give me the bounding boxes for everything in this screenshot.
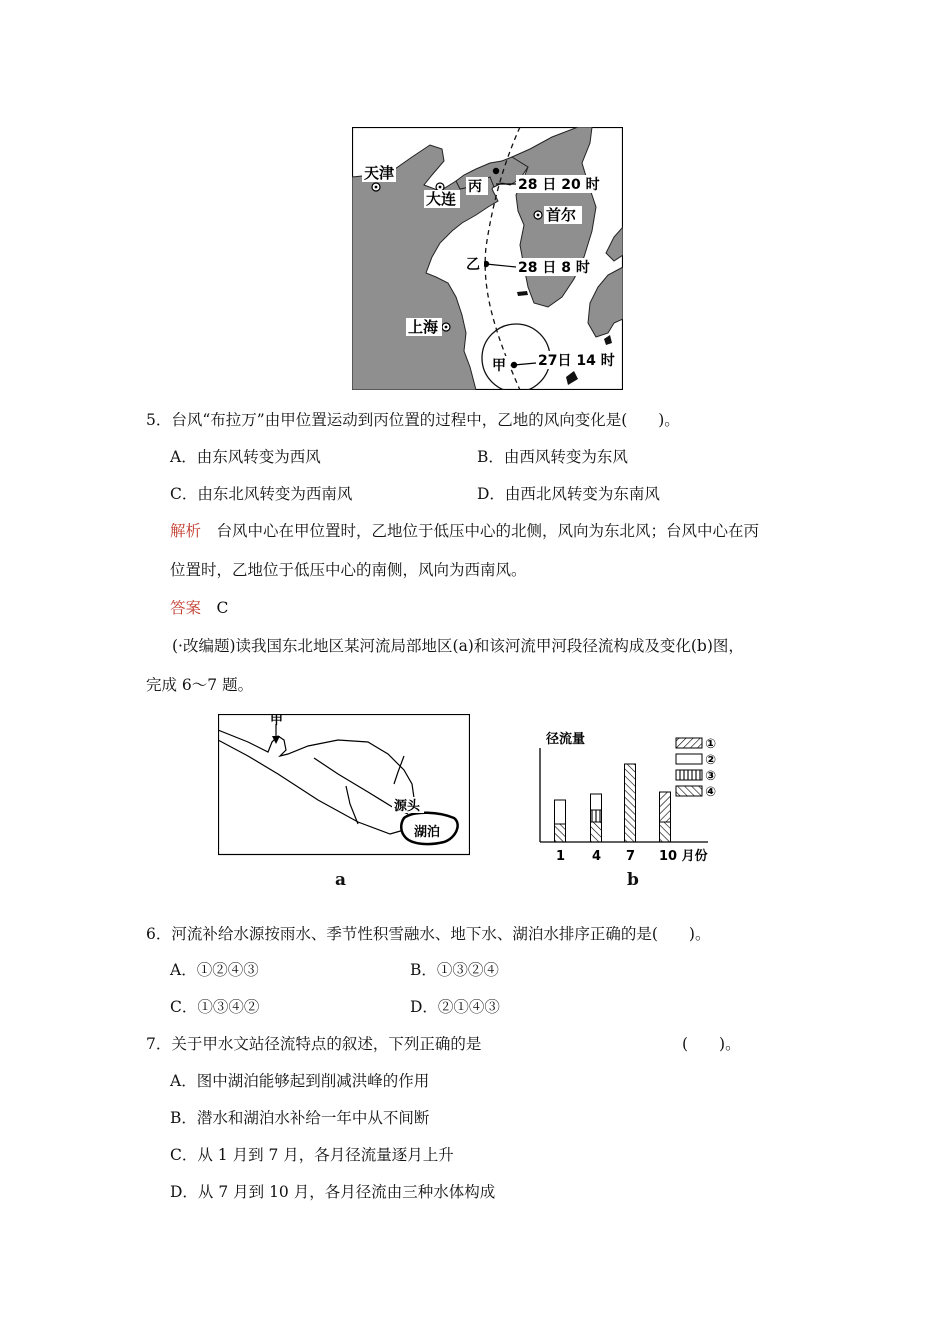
q6-stem: 6．河流补给水源按雨水、季节性积雪融水、地下水、湖泊水排序正确的是( )。	[146, 925, 711, 943]
bar-segment	[660, 792, 671, 822]
x-tick-label: 1	[556, 849, 566, 864]
intro-line2: 完成 6～7 题。	[146, 676, 254, 694]
q6-option-b[interactable]: B．①③②④	[410, 961, 499, 979]
legend-label: ④	[705, 785, 717, 800]
q7-paren: ( )。	[682, 1035, 741, 1053]
legend-label: ③	[705, 769, 717, 784]
q5-option-a[interactable]: A．由东风转变为西风	[170, 448, 321, 466]
bar-segment	[625, 764, 636, 842]
q5-answer	[170, 598, 228, 618]
legend-swatch	[676, 770, 702, 780]
bar-segment	[555, 800, 566, 824]
bar-segment	[555, 824, 566, 842]
yi-label: 乙	[466, 257, 480, 273]
shanghai-label: 上海	[408, 318, 439, 336]
runoff-chart-b	[530, 724, 720, 874]
q7-option-a[interactable]: A．图中湖泊能够起到削减洪峰的作用	[170, 1072, 430, 1090]
bar-segment	[660, 822, 671, 842]
fig-a-jia-label: 甲	[270, 714, 284, 728]
bar-segment	[591, 810, 602, 822]
q6-option-d[interactable]: D．②①④③	[410, 998, 500, 1016]
y-axis-label: 径流量	[546, 732, 586, 747]
x-tick-label: 7	[626, 849, 636, 864]
x-tick-label: 10 月份	[659, 849, 708, 864]
bar-segment	[591, 794, 602, 810]
q6-option-c[interactable]: C．①③④②	[170, 998, 260, 1016]
bing-label: 丙	[468, 179, 482, 195]
typhoon-track-map	[352, 127, 623, 390]
time-jia-label: 27日 14 时	[538, 353, 615, 369]
fig-a-caption: a	[335, 870, 347, 890]
q7-option-d[interactable]: D．从 7 月到 10 月，各月径流由三种水体构成	[170, 1183, 496, 1201]
dalian-label: 大连	[426, 190, 457, 208]
q5-option-c[interactable]: C．由东北风转变为西南风	[170, 485, 353, 503]
river-map-a	[218, 714, 470, 869]
q7-stem: 7．关于甲水文站径流特点的叙述，下列正确的是	[146, 1035, 482, 1053]
analysis-label: 解析	[170, 522, 202, 540]
q5-stem: 5．台风“布拉万”由甲位置运动到丙位置的过程中，乙地的风向变化是( )。	[146, 411, 680, 429]
tianjin-label: 天津	[364, 164, 395, 182]
q6-option-a[interactable]: A．①②④③	[170, 961, 259, 979]
legend-label: ②	[705, 753, 717, 768]
q5-analysis-line2: 位置时，乙地位于低压中心的南侧，风向为西南风。	[170, 561, 527, 579]
bar-segment	[591, 822, 602, 842]
q5-option-d[interactable]: D．由西北风转变为东南风	[477, 485, 660, 503]
legend-swatch	[676, 738, 702, 748]
analysis-text-1: 台风中心在甲位置时，乙地位于低压中心的北侧，风向为东北风；台风中心在丙	[201, 522, 760, 540]
answer-label: 答案	[170, 599, 202, 617]
fig-a-lake-label: 湖泊	[414, 825, 441, 840]
q5-option-b[interactable]: B．由西风转变为东风	[477, 448, 628, 466]
q7-option-b[interactable]: B．潜水和湖泊水补给一年中从不间断	[170, 1109, 430, 1127]
time-yi-label: 28 日 8 时	[518, 260, 590, 276]
fig-a-source-label: 源头	[394, 799, 421, 814]
time-bing-label: 28 日 20 时	[518, 177, 600, 193]
x-tick-label: 4	[592, 849, 602, 864]
seoul-label: 首尔	[546, 206, 577, 224]
point-bing	[493, 168, 499, 174]
legend-swatch	[676, 786, 702, 796]
legend-swatch	[676, 754, 702, 764]
jia-label: 甲	[492, 358, 506, 374]
q5-analysis-line1	[170, 521, 759, 541]
q7-option-c[interactable]: C．从 1 月到 7 月，各月径流量逐月上升	[170, 1146, 454, 1164]
legend-label: ①	[705, 737, 717, 752]
intro-line1: (·改编题)读我国东北地区某河流局部地区(a)和该河流甲河段径流构成及变化(b)图，	[172, 637, 744, 655]
fig-b-caption: b	[627, 870, 639, 890]
answer-value: C	[201, 599, 229, 617]
